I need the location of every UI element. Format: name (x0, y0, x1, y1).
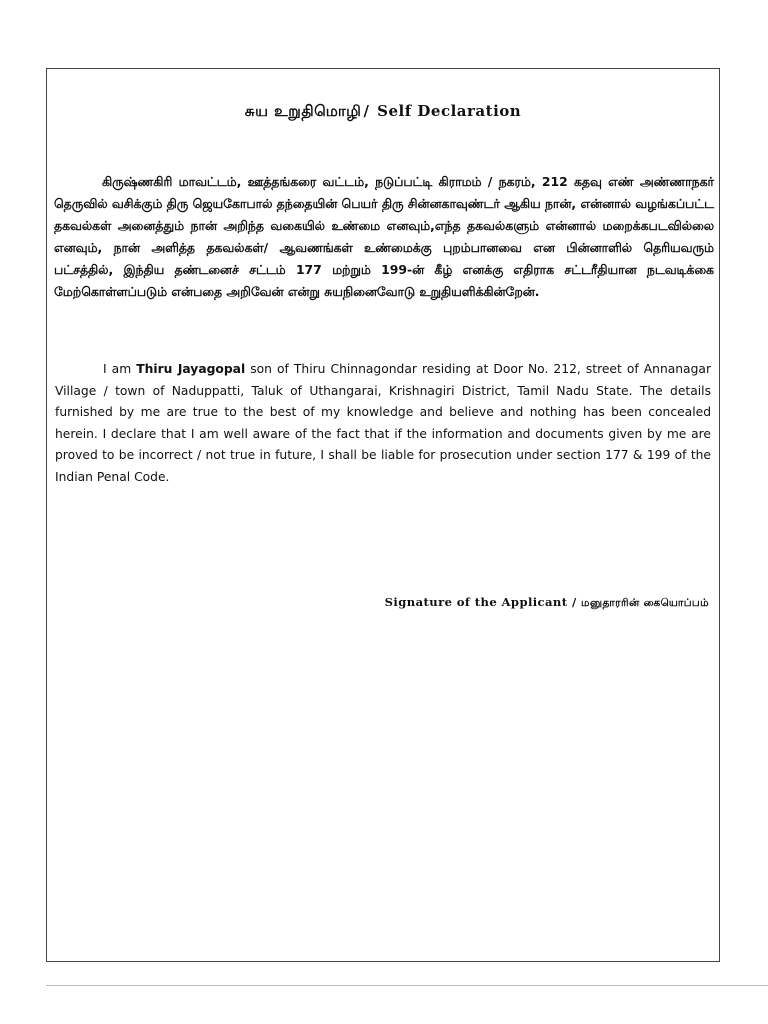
signature-line (385, 595, 709, 610)
english-body: son of Thiru Chinnagondar residing at Door No. 212, street of Annanagar Village / town of Naduppatti, Taluk of Uthangarai, Krishnagiri District, Tamil Nadu State. The details furnished by me are true to the best of my knowledge and believe and nothing has been concealed herein. I declare that I am well aware of the fact that if the information and documents given by me are proved to be incorrect / not true in future, I shall be liable for prosecution under section 177 & 199 of the Indian Penal Code. (55, 362, 711, 484)
page-bottom-divider (46, 985, 768, 986)
page-title (47, 102, 719, 122)
title-english: Self Declaration (377, 102, 522, 120)
signature-separator: / (571, 595, 577, 609)
applicant-name: Thiru Jayagopal (136, 362, 246, 376)
document-page (46, 68, 720, 962)
signature-label-english: Signature of the Applicant (384, 595, 568, 609)
signature-label-tamil: மனுதாரரின் கையொப்பம் (581, 597, 709, 609)
english-prefix: I am (103, 362, 132, 376)
tamil-declaration-paragraph: கிருஷ்ணகிரி மாவட்டம், ஊத்தங்கரை வட்டம், நடுப்பட்டி கிராமம் / நகரம், 212 கதவு எண் அண்ணாநகர் தெருவில் வசிக்கும் திரு ஜெயகோபால் தந்தையின் பெயர் திரு சின்னகாவுண்டர் ஆகிய நான், என்னால் வழங்கப்பட்ட தகவல்கள் அனைத்தும் நான் அறிந்த வகையில் உண்மை எனவும்,எந்த தகவல்களும் என்னால் மறைக்கபடவில்லை எனவும், நான் அளித்த தகவல்கள்/ ஆவணங்கள் உண்மைக்கு புறம்பானவை என பின்னாளில் தெரியவரும் பட்சத்தில், இந்திய தண்டனைச் சட்டம் 177 மற்றும் 199-ன் கீழ் எனக்கு எதிராக சட்டரீதியான நடவடிக்கை மேற்கொள்ளப்படும் என்பதை அறிவேன் என்று சுயநினைவோடு உறுதியளிக்கின்றேன். (54, 174, 714, 299)
title-tamil: சுய உறுதிமொழி (244, 102, 362, 120)
english-declaration-paragraph (55, 359, 711, 488)
title-separator: / (363, 102, 370, 120)
